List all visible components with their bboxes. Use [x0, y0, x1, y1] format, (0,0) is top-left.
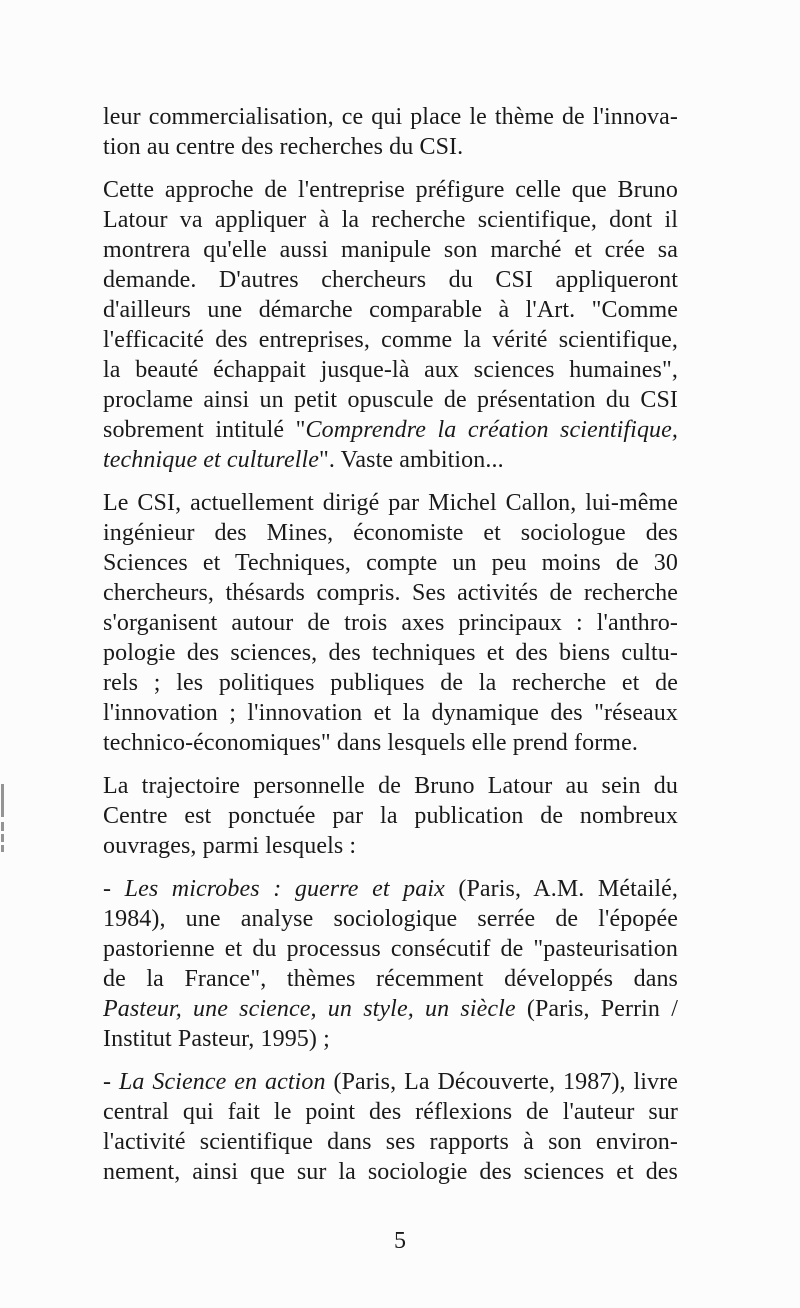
text-segment: l'innovation ; l'innovation et la dynamique des "réseaux [103, 700, 678, 726]
text-segment: Centre est ponctuée par la publication de nombreux [103, 803, 678, 829]
scan-artifact-dash [1, 834, 4, 842]
text-line [103, 668, 678, 698]
scan-artifact-dash [1, 845, 4, 852]
text-segment: - [103, 876, 125, 902]
text-segment: nement, ainsi que sur la sociologie des sciences et des [103, 1159, 678, 1185]
text-line [103, 385, 678, 415]
text-segment: d'ailleurs une démarche comparable à l'Art. "Comme [103, 297, 678, 323]
text-line [103, 415, 678, 445]
text-line [103, 934, 678, 964]
text-line [103, 728, 678, 758]
text-line [103, 608, 678, 638]
text-segment: chercheurs, thésards compris. Ses activités de recherche [103, 580, 678, 606]
text-segment: ouvrages, parmi lesquels : [103, 833, 357, 859]
text-line [103, 235, 678, 265]
text-line [103, 132, 678, 162]
text-line [103, 205, 678, 235]
text-segment: technico-économiques" dans lesquels elle prend forme. [103, 730, 638, 756]
text-segment: la beauté échappait jusque-là aux sciences humaines", [103, 357, 678, 383]
text-segment: tion au centre des recherches du CSI. [103, 134, 464, 160]
paragraph-latour-trajectory-intro [103, 771, 678, 861]
text-segment: pologie des sciences, des techniques et des biens cultu- [103, 640, 678, 666]
text-line [103, 548, 678, 578]
text-segment: Sciences et Techniques, compte un peu moins de 30 [103, 550, 678, 576]
italic-text-segment: Les microbes : guerre et paix [124, 876, 445, 902]
text-segment: 1984), une analyse sociologique serrée de l'épopée [103, 906, 678, 932]
text-segment: rels ; les politiques publiques de la recherche et de [103, 670, 678, 696]
text-segment: (Paris, A.M. Métailé, [444, 876, 678, 902]
text-block [103, 102, 678, 1200]
text-segment: montrera qu'elle aussi manipule son marché et crée sa [103, 237, 678, 263]
text-line [103, 295, 678, 325]
text-segment: La trajectoire personnelle de Bruno Latour au sein du [103, 773, 678, 799]
scan-artifact-dash [1, 822, 4, 831]
text-segment: Latour va appliquer à la recherche scientifique, dont il [103, 207, 678, 233]
text-line [103, 698, 678, 728]
text-segment: l'activité scientifique dans ses rapports à son environ- [103, 1129, 678, 1155]
text-segment: (Paris, Perrin / [515, 996, 679, 1022]
text-segment: central qui fait le point des réflexions de l'auteur sur [103, 1099, 678, 1125]
text-line [103, 265, 678, 295]
text-line [103, 102, 678, 132]
text-segment: - [103, 1069, 119, 1095]
paragraph-continuation [103, 102, 678, 162]
text-line [103, 1127, 678, 1157]
text-line [103, 488, 678, 518]
page-number: 5 [394, 1228, 406, 1254]
text-line [103, 904, 678, 934]
text-segment: sobrement intitulé " [103, 417, 306, 443]
text-segment: (Paris, La Découverte, 1987), livre [325, 1069, 679, 1095]
text-line [103, 964, 678, 994]
italic-text-segment: technique et culturelle [103, 447, 319, 473]
text-segment: leur commercialisation, ce qui place le thème de l'innova- [103, 104, 678, 130]
text-line [103, 1067, 678, 1097]
text-line [103, 578, 678, 608]
text-segment: l'efficacité des entreprises, comme la vérité scientifique, [103, 327, 678, 353]
text-line [103, 325, 678, 355]
italic-text-segment: Comprendre la création scientifique, [305, 417, 678, 443]
text-segment: ingénieur des Mines, économiste et sociologue des [103, 520, 678, 546]
text-segment: Cette approche de l'entreprise préfigure celle que Bruno [103, 177, 678, 203]
text-line [103, 771, 678, 801]
text-line [103, 1157, 678, 1187]
text-line [103, 874, 678, 904]
text-line [103, 355, 678, 385]
text-segment: s'organisent autour de trois axes principaux : l'anthro- [103, 610, 678, 636]
scan-artifact-line [1, 784, 4, 817]
text-segment: Le CSI, actuellement dirigé par Michel Callon, lui-même [103, 490, 678, 516]
text-line [103, 994, 678, 1024]
text-line [103, 1097, 678, 1127]
text-segment: Institut Pasteur, 1995) ; [103, 1026, 330, 1052]
text-line [103, 175, 678, 205]
text-segment: ". Vaste ambition... [319, 447, 504, 473]
text-line [103, 831, 678, 861]
text-segment: de la France", thèmes récemment développés dans [103, 966, 678, 992]
text-line [103, 801, 678, 831]
paragraph-csi-approach [103, 175, 678, 475]
book-item-les-microbes [103, 874, 678, 1054]
italic-text-segment: Pasteur, une science, un style, un siècle [103, 996, 516, 1022]
text-segment: demande. D'autres chercheurs du CSI appliqueront [103, 267, 678, 293]
text-segment: pastorienne et du processus consécutif de "pasteurisation [103, 936, 678, 962]
text-line [103, 445, 678, 475]
text-line [103, 518, 678, 548]
text-line [103, 638, 678, 668]
book-item-la-science-en-action [103, 1067, 678, 1187]
paragraph-csi-organization [103, 488, 678, 758]
text-segment: proclame ainsi un petit opuscule de présentation du CSI [103, 387, 678, 413]
italic-text-segment: La Science en action [118, 1069, 326, 1095]
text-line [103, 1024, 678, 1054]
